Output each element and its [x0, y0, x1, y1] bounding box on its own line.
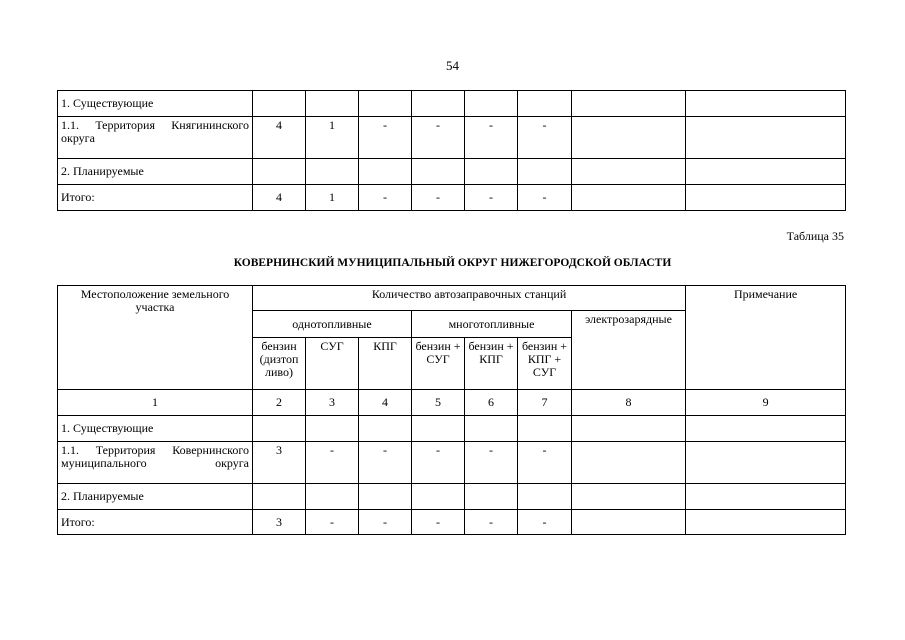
table-35 [57, 285, 846, 535]
cell [686, 117, 846, 159]
column-number: 3 [306, 390, 359, 416]
table-heading: КОВЕРНИНСКИЙ МУНИЦИПАЛЬНЫЙ ОКРУГ НИЖЕГОРОДСКОЙ ОБЛАСТИ [233, 257, 672, 269]
column-number: 9 [686, 390, 846, 416]
row-label: 1.1. Территория Ковернинского муниципального округа [58, 442, 253, 484]
table-row [58, 442, 846, 484]
cell: 4 [253, 185, 306, 211]
cell [359, 159, 412, 185]
header-sub: бензин + КПГ [465, 338, 518, 390]
cell [306, 484, 359, 510]
cell: 1 [306, 185, 359, 211]
header-sub: СУГ [306, 338, 359, 390]
table-row [58, 484, 846, 510]
cell: - [518, 185, 572, 211]
cell: - [465, 185, 518, 211]
cell [518, 91, 572, 117]
cell [686, 416, 846, 442]
header-row [58, 286, 846, 311]
column-number: 8 [572, 390, 686, 416]
cell: - [518, 117, 572, 159]
cell [572, 484, 686, 510]
header-sub: бензин + КПГ + СУГ [518, 338, 572, 390]
column-number: 2 [253, 390, 306, 416]
row-label: Итого: [58, 185, 253, 211]
cell [359, 484, 412, 510]
header-multi-fuel: многотопливные [412, 311, 572, 338]
cell [306, 91, 359, 117]
cell [686, 159, 846, 185]
cell [412, 159, 465, 185]
cell [253, 91, 306, 117]
cell [686, 185, 846, 211]
cell [253, 484, 306, 510]
cell: - [412, 117, 465, 159]
cell [359, 91, 412, 117]
cell [572, 442, 686, 484]
cell [572, 416, 686, 442]
cell: - [518, 442, 572, 484]
cell [465, 484, 518, 510]
cell [359, 416, 412, 442]
cell [686, 442, 846, 484]
cell: - [412, 442, 465, 484]
cell [412, 416, 465, 442]
row-label: 2. Планируемые [58, 484, 253, 510]
row-label: 2. Планируемые [58, 159, 253, 185]
cell: - [412, 185, 465, 211]
cell [572, 185, 686, 211]
cell: - [412, 510, 465, 535]
table-row [58, 159, 846, 185]
cell [412, 484, 465, 510]
column-number: 7 [518, 390, 572, 416]
cell [253, 416, 306, 442]
cell: - [359, 185, 412, 211]
cell: - [359, 117, 412, 159]
cell [572, 159, 686, 185]
cell [465, 416, 518, 442]
cell [465, 159, 518, 185]
header-count: Количество автозаправочных станций [253, 286, 686, 311]
cell [686, 91, 846, 117]
table-number-label: Таблица 35 [786, 229, 844, 243]
cell: 3 [253, 510, 306, 535]
cell [306, 416, 359, 442]
cell: 3 [253, 442, 306, 484]
cell [518, 159, 572, 185]
cell [572, 510, 686, 535]
cell: 1 [306, 117, 359, 159]
cell [572, 91, 686, 117]
cell [572, 117, 686, 159]
cell [518, 484, 572, 510]
column-number: 1 [58, 390, 253, 416]
table-row [58, 416, 846, 442]
header-electric: электрозарядные [572, 311, 686, 390]
table-row [58, 117, 846, 159]
cell: - [465, 117, 518, 159]
cell: - [359, 442, 412, 484]
header-sub: бензин + СУГ [412, 338, 465, 390]
cell: - [518, 510, 572, 535]
column-number: 4 [359, 390, 412, 416]
table-continuation [57, 90, 846, 211]
cell [412, 91, 465, 117]
table-row [58, 185, 846, 211]
header-location: Местоположение земельного участка [58, 286, 253, 390]
header-sub: КПГ [359, 338, 412, 390]
cell [465, 91, 518, 117]
page-number: 54 [446, 58, 459, 73]
table-row [58, 91, 846, 117]
cell [686, 484, 846, 510]
cell: - [306, 442, 359, 484]
table-row [58, 510, 846, 535]
cell: - [359, 510, 412, 535]
row-label: 1. Существующие [58, 91, 253, 117]
cell: 4 [253, 117, 306, 159]
column-number: 6 [465, 390, 518, 416]
header-note: Примечание [686, 286, 846, 390]
column-number-row [58, 390, 846, 416]
cell: - [465, 510, 518, 535]
cell: - [306, 510, 359, 535]
header-single-fuel: однотопливные [253, 311, 412, 338]
row-label: 1.1. Территория Княгининского округа [58, 117, 253, 159]
row-label: Итого: [58, 510, 253, 535]
cell [306, 159, 359, 185]
cell [518, 416, 572, 442]
cell [253, 159, 306, 185]
column-number: 5 [412, 390, 465, 416]
header-sub: бензин (дизтоп ливо) [253, 338, 306, 390]
cell [686, 510, 846, 535]
cell: - [465, 442, 518, 484]
row-label: 1. Существующие [58, 416, 253, 442]
